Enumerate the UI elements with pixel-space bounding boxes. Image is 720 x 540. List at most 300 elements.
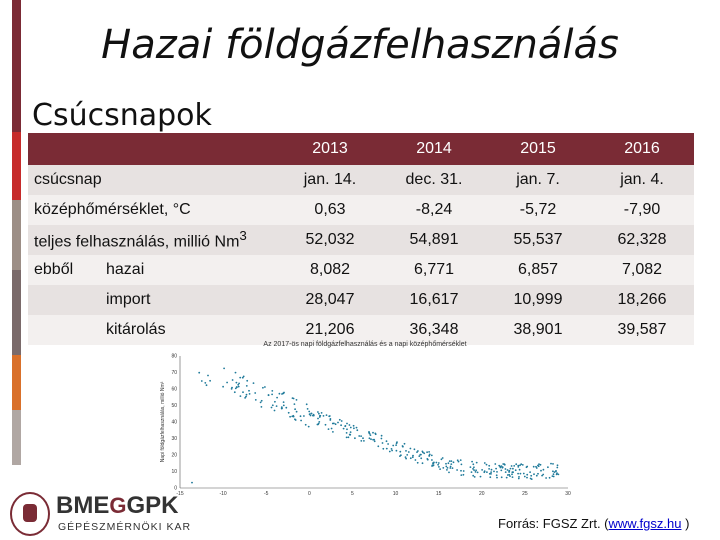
data-point: [448, 462, 450, 464]
data-point: [512, 468, 514, 470]
data-point: [395, 444, 397, 446]
data-point: [533, 466, 535, 468]
data-point: [552, 470, 554, 472]
y-tick-label: 40: [171, 419, 177, 426]
table-header-year: 2016: [590, 133, 694, 165]
data-point: [283, 405, 285, 407]
data-point: [491, 469, 493, 471]
data-point: [222, 386, 224, 388]
data-point: [264, 386, 266, 388]
data-point: [470, 466, 472, 468]
data-point: [285, 407, 287, 409]
data-point: [556, 467, 558, 469]
table-cell: 10,999: [486, 285, 590, 315]
table-cell: -7,90: [590, 195, 694, 225]
table-cell: 16,617: [382, 285, 486, 315]
data-point: [552, 463, 554, 465]
data-point: [382, 448, 384, 450]
data-point: [323, 415, 325, 417]
data-point: [552, 475, 554, 477]
table-cell: 54,891: [382, 225, 486, 255]
data-point: [408, 451, 410, 453]
table-header-year: 2014: [382, 133, 486, 165]
table-cell: -8,24: [382, 195, 486, 225]
data-point: [439, 468, 441, 470]
data-point: [405, 458, 407, 460]
data-point: [512, 476, 514, 478]
data-point: [484, 470, 486, 472]
data-point: [242, 391, 244, 393]
data-point: [276, 397, 278, 399]
data-point: [335, 423, 337, 425]
data-point: [318, 413, 320, 415]
data-point: [255, 399, 257, 401]
data-point: [526, 474, 528, 476]
x-tick-label: 0: [307, 491, 311, 497]
data-point: [374, 440, 376, 442]
data-point: [526, 466, 528, 468]
data-point: [356, 427, 358, 429]
data-point: [420, 457, 422, 459]
data-point: [457, 459, 459, 461]
data-point: [517, 466, 519, 468]
data-point: [245, 396, 247, 398]
data-point: [191, 482, 193, 484]
data-point: [422, 451, 424, 453]
university-seal-icon: [10, 492, 50, 536]
data-point: [540, 470, 542, 472]
data-point: [260, 402, 262, 404]
table-row: [28, 165, 694, 195]
data-point: [306, 403, 308, 405]
data-point: [370, 434, 372, 436]
data-point: [529, 471, 531, 473]
data-point: [339, 419, 341, 421]
data-point: [524, 476, 526, 478]
data-point: [206, 384, 208, 386]
accent-stripe: [12, 132, 21, 200]
data-point: [442, 457, 444, 459]
data-point: [472, 463, 474, 465]
data-point: [248, 390, 250, 392]
table-cell: jan. 14.: [278, 165, 382, 195]
data-point: [445, 463, 447, 465]
data-point: [450, 466, 452, 468]
data-point: [556, 474, 558, 476]
data-point: [300, 420, 302, 422]
table-cell: 38,901: [486, 315, 590, 345]
data-point: [438, 466, 440, 468]
scatter-chart: [150, 340, 580, 510]
data-point: [348, 436, 350, 438]
data-point: [262, 387, 264, 389]
data-point: [428, 455, 430, 457]
peak-days-table: [28, 133, 694, 345]
data-point: [391, 450, 393, 452]
table-cell: 52,032: [278, 225, 382, 255]
table-cell: 6,771: [382, 255, 486, 285]
data-point: [358, 435, 360, 437]
data-point: [389, 451, 391, 453]
data-point: [346, 437, 348, 439]
data-point: [547, 466, 549, 468]
table-header-year: 2015: [486, 133, 590, 165]
data-point: [396, 441, 398, 443]
data-point: [436, 462, 438, 464]
data-point: [475, 469, 477, 471]
data-point: [472, 468, 474, 470]
data-point: [506, 477, 508, 479]
data-point: [486, 471, 488, 473]
data-point: [318, 423, 320, 425]
data-point: [391, 448, 393, 450]
data-point: [283, 401, 285, 403]
data-point: [447, 467, 449, 469]
data-point: [341, 420, 343, 422]
data-point: [501, 476, 503, 478]
data-point: [460, 470, 462, 472]
data-point: [307, 408, 309, 410]
data-point: [472, 475, 474, 477]
data-point: [553, 473, 555, 475]
data-point: [226, 382, 228, 384]
data-point: [282, 393, 284, 395]
data-point: [305, 424, 307, 426]
data-point: [426, 458, 428, 460]
data-point: [451, 460, 453, 462]
unit-superscript: 3: [239, 228, 247, 244]
data-point: [294, 408, 296, 410]
data-point: [450, 463, 452, 465]
data-point: [452, 467, 454, 469]
data-point: [496, 477, 498, 479]
data-point: [520, 463, 522, 465]
data-point: [372, 432, 374, 434]
row-label: középhőmérséklet, °C: [28, 195, 278, 225]
y-axis-label: Napi földgázfelhasználás, millió Nm³: [160, 381, 166, 463]
data-point: [392, 445, 394, 447]
data-point: [502, 467, 504, 469]
data-point: [308, 411, 310, 413]
data-point: [502, 463, 504, 465]
y-tick-label: 60: [171, 386, 177, 393]
data-point: [536, 475, 538, 477]
data-point: [494, 463, 496, 465]
data-point: [350, 431, 352, 433]
data-point: [300, 415, 302, 417]
data-point: [318, 421, 320, 423]
data-point: [484, 462, 486, 464]
data-point: [201, 380, 203, 382]
data-point: [303, 415, 305, 417]
data-point: [354, 437, 356, 439]
data-point: [317, 418, 319, 420]
data-point: [513, 465, 515, 467]
data-point: [429, 454, 431, 456]
table-row: [28, 195, 694, 225]
data-point: [328, 415, 330, 417]
table-cell: 21,206: [278, 315, 382, 345]
data-point: [531, 478, 533, 480]
data-point: [511, 465, 513, 467]
table-row: [28, 285, 694, 315]
data-point: [428, 451, 430, 453]
data-point: [296, 411, 298, 413]
data-point: [343, 428, 345, 430]
data-point: [261, 406, 263, 408]
data-point: [326, 414, 328, 416]
data-point: [541, 475, 543, 477]
data-point: [399, 451, 401, 453]
data-points: [191, 368, 559, 484]
data-point: [363, 440, 365, 442]
logo-faculty-name: GÉPÉSZMÉRNÖKI KAR: [58, 521, 192, 533]
logo-wordmark: BMEGGPK: [56, 492, 179, 519]
table-cell: 6,857: [486, 255, 590, 285]
accent-stripe: [12, 410, 21, 465]
data-point: [340, 424, 342, 426]
data-point: [489, 476, 491, 478]
data-point: [463, 474, 465, 476]
data-point: [386, 440, 388, 442]
data-point: [353, 425, 355, 427]
data-point: [510, 468, 512, 470]
data-point: [396, 450, 398, 452]
data-point: [517, 473, 519, 475]
data-point: [405, 450, 407, 452]
data-point: [353, 427, 355, 429]
data-point: [209, 380, 211, 382]
data-point: [346, 423, 348, 425]
data-point: [432, 462, 434, 464]
data-point: [274, 410, 276, 412]
table-cell: 8,082: [278, 255, 382, 285]
data-point: [498, 465, 500, 467]
data-point: [490, 471, 492, 473]
data-point: [505, 468, 507, 470]
data-point: [402, 445, 404, 447]
data-point: [309, 413, 311, 415]
data-point: [557, 464, 559, 466]
data-point: [362, 437, 364, 439]
data-point: [254, 392, 256, 394]
row-label: [28, 285, 278, 315]
data-point: [235, 372, 237, 374]
data-point: [346, 428, 348, 430]
data-point: [448, 472, 450, 474]
data-point: [238, 383, 240, 385]
slide-title: Hazai földgázfelhasználás: [101, 22, 619, 68]
data-point: [456, 469, 458, 471]
data-point: [512, 471, 514, 473]
data-point: [346, 432, 348, 434]
data-point: [453, 461, 455, 463]
data-point: [476, 462, 478, 464]
data-point: [508, 474, 510, 476]
data-point: [495, 468, 497, 470]
data-point: [345, 425, 347, 427]
data-point: [530, 475, 532, 477]
data-point: [523, 473, 525, 475]
data-point: [515, 469, 517, 471]
x-tick-label: -5: [263, 491, 269, 497]
data-point: [356, 429, 358, 431]
data-point: [417, 450, 419, 452]
data-point: [370, 438, 372, 440]
data-point: [377, 445, 379, 447]
row-group-label: ebből: [34, 261, 74, 278]
x-tick-label: 25: [522, 491, 528, 497]
table-cell: jan. 7.: [486, 165, 590, 195]
data-point: [272, 404, 274, 406]
table-cell: dec. 31.: [382, 165, 486, 195]
data-point: [410, 457, 412, 459]
data-point: [387, 443, 389, 445]
data-point: [481, 469, 483, 471]
data-point: [276, 405, 278, 407]
table-row: [28, 225, 694, 255]
row-label: csúcsnap: [28, 165, 278, 195]
data-point: [493, 471, 495, 473]
data-point: [475, 471, 477, 473]
data-point: [526, 477, 528, 479]
data-point: [415, 459, 417, 461]
table-cell: 62,328: [590, 225, 694, 255]
data-point: [449, 460, 451, 462]
table-cell: -5,72: [486, 195, 590, 225]
data-point: [271, 394, 273, 396]
data-point: [511, 473, 513, 475]
table-cell: 39,587: [590, 315, 694, 345]
data-point: [414, 448, 416, 450]
table-row: [28, 255, 694, 285]
data-point: [538, 465, 540, 467]
data-point: [438, 462, 440, 464]
data-point: [281, 406, 283, 408]
data-point: [489, 473, 491, 475]
data-point: [442, 467, 444, 469]
x-tick-label: -15: [176, 491, 184, 497]
y-tick-label: 10: [171, 469, 177, 476]
data-point: [496, 474, 498, 476]
data-point: [313, 415, 315, 417]
data-point: [204, 382, 206, 384]
source-note: [498, 516, 689, 531]
y-tick-label: 0: [174, 485, 177, 492]
data-point: [406, 454, 408, 456]
table-header-year: 2013: [278, 133, 382, 165]
data-point: [207, 375, 209, 377]
y-tick-label: 80: [171, 353, 177, 360]
slide-subtitle: Csúcsnapok: [32, 98, 212, 133]
y-tick-label: 20: [171, 452, 177, 459]
row-label: [28, 225, 278, 255]
data-point: [325, 424, 327, 426]
data-point: [360, 435, 362, 437]
data-point: [223, 368, 225, 370]
data-point: [550, 463, 552, 465]
accent-stripe: [12, 355, 21, 410]
data-point: [332, 423, 334, 425]
row-label-text: teljes felhasználás, millió Nm: [34, 233, 240, 251]
bme-gpk-logo: [8, 492, 218, 536]
x-tick-label: -10: [219, 491, 227, 497]
data-point: [422, 462, 424, 464]
data-point: [496, 471, 498, 473]
source-link[interactable]: www.fgsz.hu: [608, 516, 682, 531]
table-cell: 7,082: [590, 255, 694, 285]
data-point: [419, 454, 421, 456]
data-point: [431, 455, 433, 457]
x-tick-label: 15: [435, 491, 442, 497]
data-point: [239, 377, 241, 379]
data-point: [471, 471, 473, 473]
data-point: [477, 472, 479, 474]
table-cell: 28,047: [278, 285, 382, 315]
data-point: [349, 424, 351, 426]
x-tick-label: 10: [392, 491, 399, 497]
row-label-text: hazai: [106, 261, 145, 278]
data-point: [535, 466, 537, 468]
data-point: [520, 473, 522, 475]
row-label-text: kitárolás: [106, 321, 166, 338]
data-point: [381, 438, 383, 440]
data-point: [294, 418, 296, 420]
data-point: [240, 395, 242, 397]
data-point: [331, 428, 333, 430]
data-point: [317, 411, 319, 413]
data-point: [271, 390, 273, 392]
x-tick-label: 5: [351, 491, 354, 497]
data-point: [319, 415, 321, 417]
data-point: [373, 439, 375, 441]
data-point: [449, 467, 451, 469]
data-point: [246, 394, 248, 396]
data-point: [246, 380, 248, 382]
data-point: [381, 435, 383, 437]
data-point: [410, 448, 412, 450]
data-point: [374, 433, 376, 435]
table-header-row: [28, 133, 694, 165]
data-point: [198, 372, 200, 374]
data-point: [292, 415, 294, 417]
data-point: [446, 469, 448, 471]
data-point: [545, 477, 547, 479]
data-point: [538, 463, 540, 465]
x-tick-label: 30: [565, 491, 571, 497]
data-point: [249, 393, 251, 395]
data-point: [518, 478, 520, 480]
data-point: [311, 413, 313, 415]
x-ticks: [176, 491, 571, 497]
data-point: [279, 393, 281, 395]
data-point: [296, 399, 298, 401]
table-cell: 0,63: [278, 195, 382, 225]
data-point: [360, 440, 362, 442]
accent-stripe: [12, 270, 21, 355]
y-ticks: [171, 354, 177, 492]
data-point: [558, 474, 560, 476]
data-point: [268, 394, 270, 396]
data-point: [236, 386, 238, 388]
row-label-text: import: [106, 291, 151, 308]
data-point: [417, 462, 419, 464]
data-point: [412, 456, 414, 458]
data-point: [369, 437, 371, 439]
data-point: [246, 385, 248, 387]
data-point: [332, 431, 334, 433]
data-point: [289, 416, 291, 418]
